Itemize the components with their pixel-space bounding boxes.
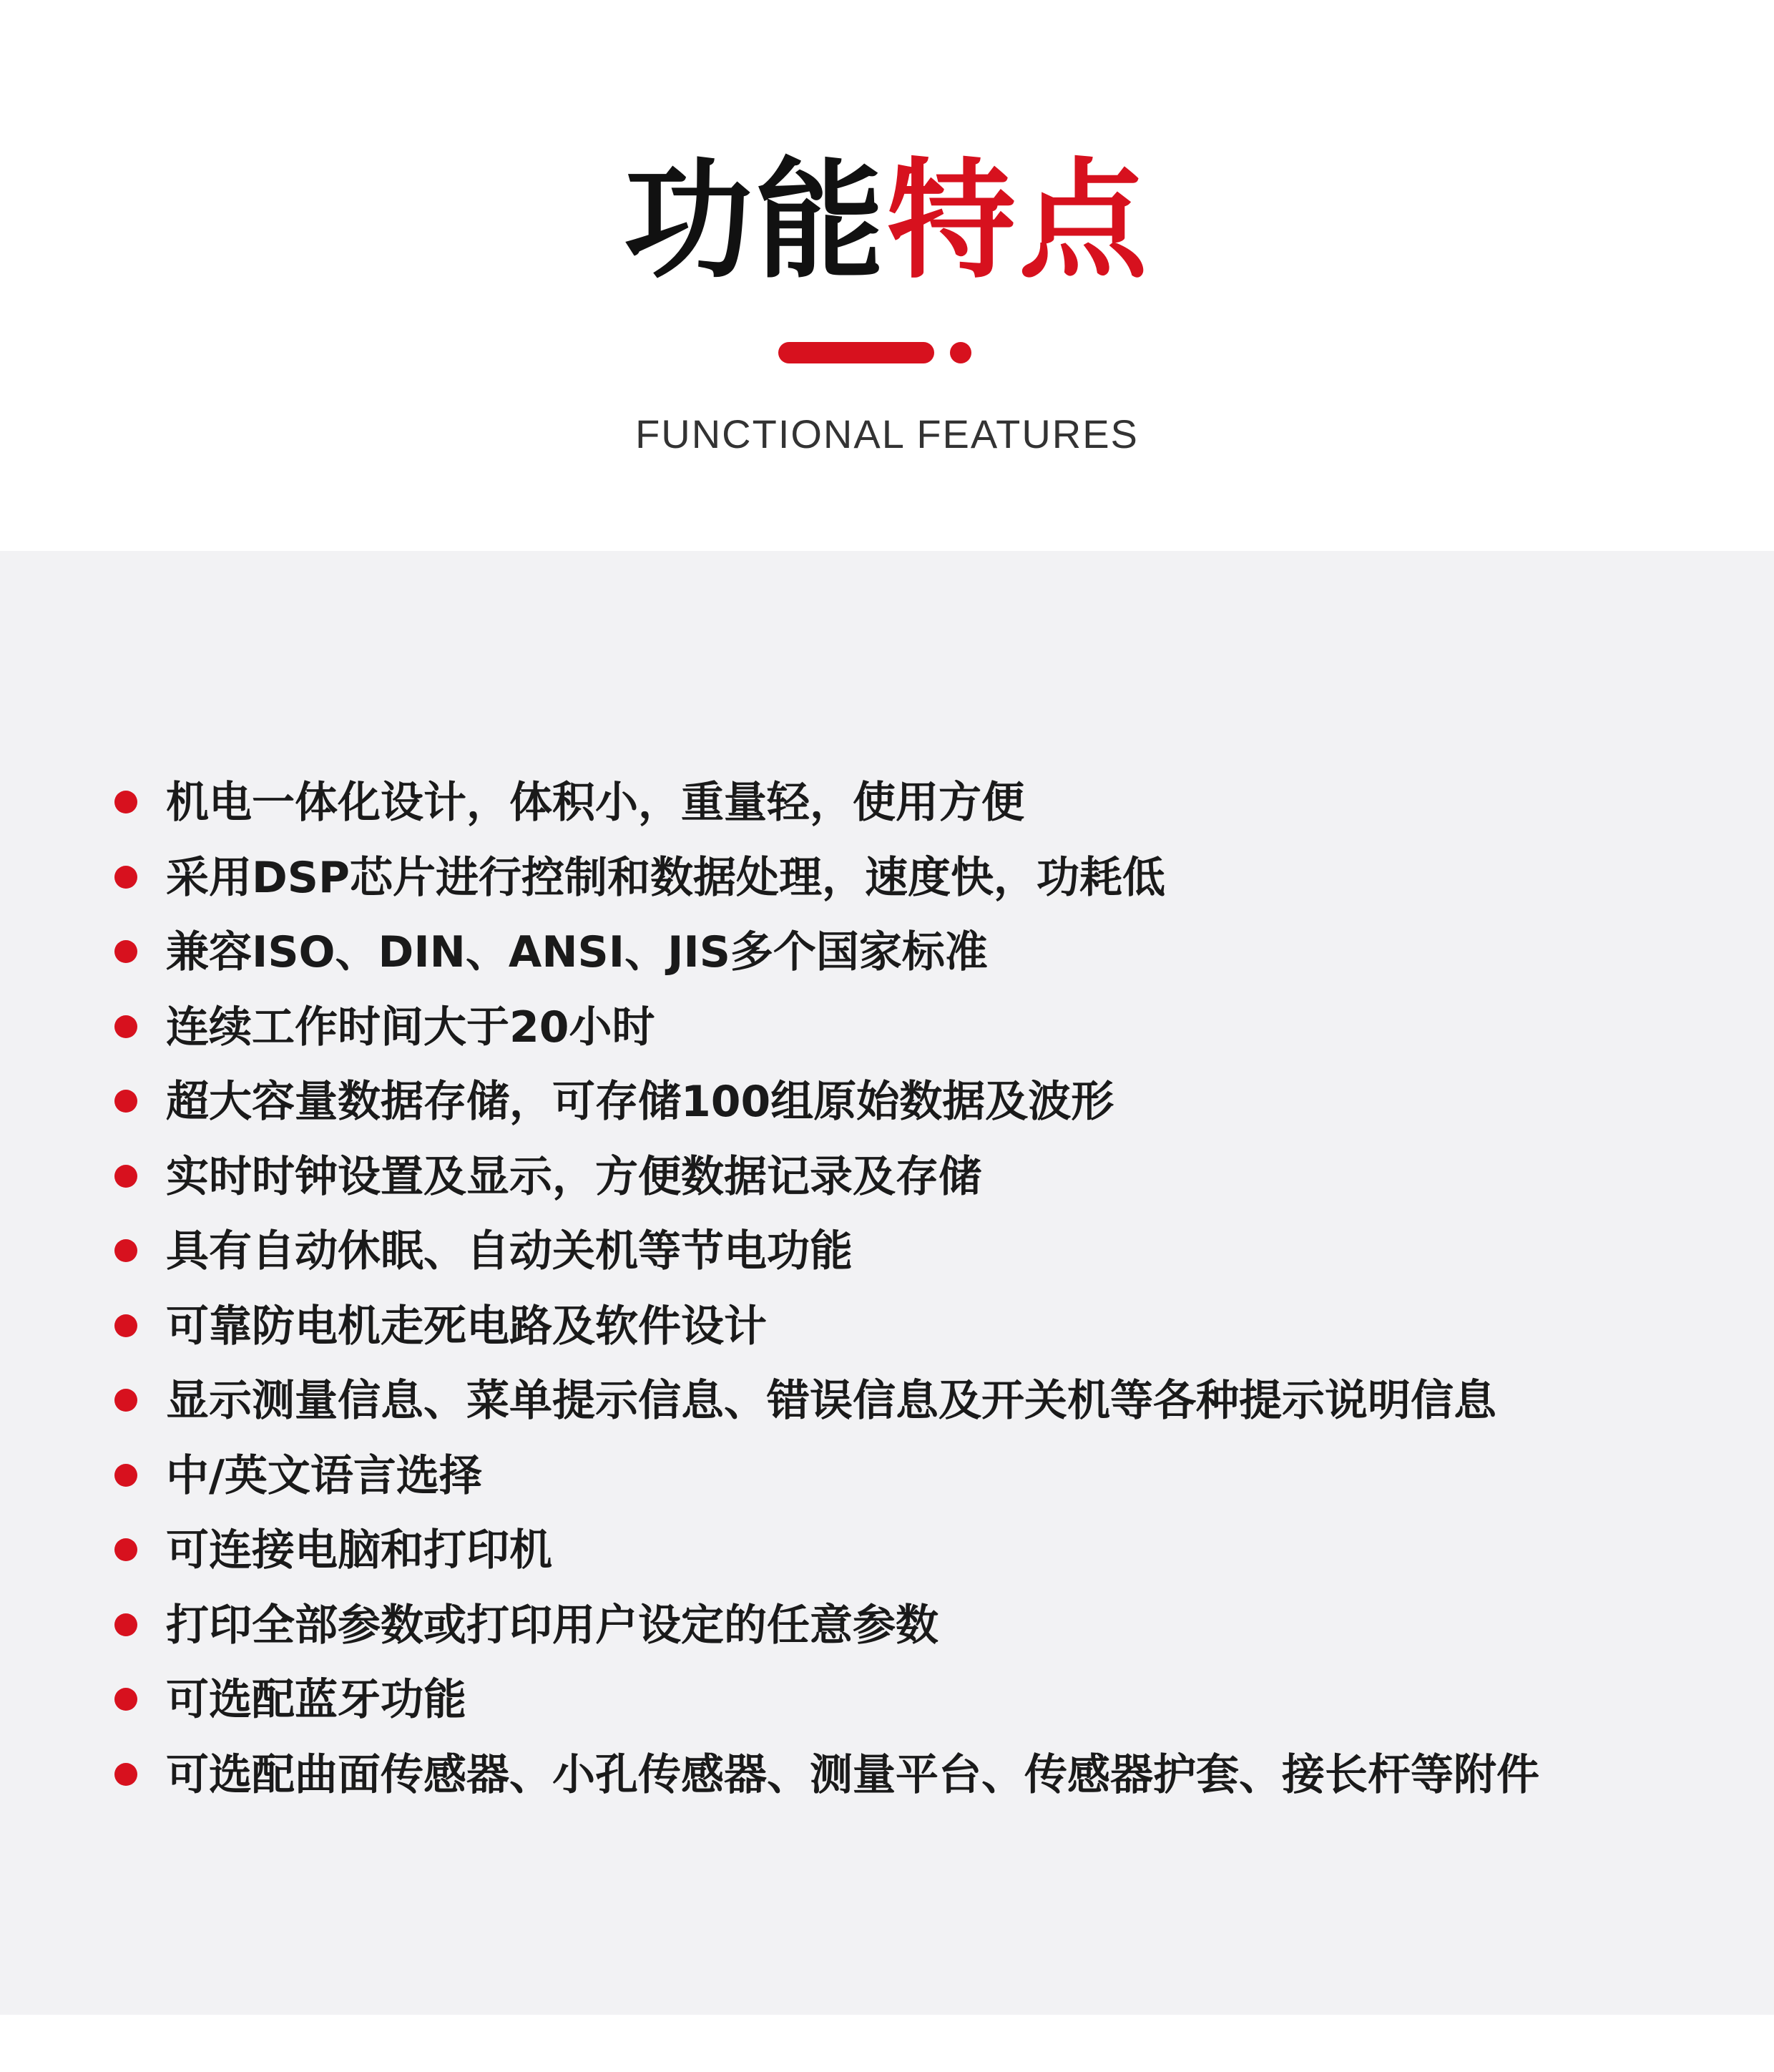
- bullet-dot-icon: [114, 1389, 137, 1412]
- feature-text: 显示测量信息、菜单提示信息、错误信息及开关机等各种提示说明信息: [166, 1376, 1496, 1426]
- bullet-dot-icon: [114, 1538, 137, 1561]
- feature-item: [114, 841, 1731, 916]
- title-part-red: 特点: [887, 147, 1151, 296]
- bullet-dot-icon: [114, 1165, 137, 1188]
- page-title: [0, 143, 1774, 300]
- feature-text: 具有自动休眠、自动关机等节电功能: [166, 1226, 853, 1276]
- feature-item: [114, 1738, 1731, 1813]
- feature-item: [114, 1214, 1731, 1289]
- feature-item: [114, 1289, 1731, 1364]
- feature-item: [114, 1588, 1731, 1663]
- bullet-dot-icon: [114, 1314, 137, 1337]
- bullet-dot-icon: [114, 1464, 137, 1487]
- feature-item: [114, 766, 1731, 841]
- header-section: [0, 0, 1774, 551]
- features-panel: [0, 551, 1774, 2015]
- feature-item: [114, 1364, 1731, 1439]
- feature-text: 超大容量数据存储，可存储100组原始数据及波形: [166, 1077, 1114, 1127]
- bullet-dot-icon: [114, 1015, 137, 1038]
- feature-text: 兼容ISO、DIN、ANSI、JIS多个国家标准: [166, 927, 988, 977]
- feature-item: [114, 1439, 1731, 1514]
- bullet-dot-icon: [114, 1090, 137, 1113]
- title-part-black: 功能: [623, 147, 887, 296]
- bullet-dot-icon: [114, 1239, 137, 1262]
- feature-item: [114, 1663, 1731, 1738]
- feature-text: 实时时钟设置及显示，方便数据记录及存储: [166, 1151, 981, 1202]
- feature-text: 机电一体化设计，体积小，重量轻，使用方便: [166, 778, 1024, 828]
- feature-item: [114, 1065, 1731, 1140]
- feature-item: [114, 915, 1731, 990]
- feature-text: 可选配蓝牙功能: [166, 1675, 466, 1725]
- divider-dot: [950, 342, 971, 363]
- feature-text: 可连接电脑和打印机: [166, 1525, 552, 1575]
- feature-text: 打印全部参数或打印用户设定的任意参数: [166, 1600, 939, 1651]
- bullet-dot-icon: [114, 1763, 137, 1786]
- title-divider: [778, 342, 971, 363]
- feature-text: 采用DSP芯片进行控制和数据处理，速度快，功耗低: [166, 852, 1165, 903]
- feature-list: [114, 766, 1731, 1812]
- feature-text: 中/英文语言选择: [166, 1450, 482, 1501]
- footer-strip: [0, 2015, 1774, 2072]
- divider-bar: [778, 342, 934, 363]
- feature-item: [114, 990, 1731, 1065]
- feature-text: 连续工作时间大于20小时: [166, 1002, 655, 1052]
- bullet-dot-icon: [114, 1688, 137, 1711]
- feature-text: 可靠防电机走死电路及软件设计: [166, 1301, 767, 1352]
- bullet-dot-icon: [114, 791, 137, 813]
- feature-text: 可选配曲面传感器、小孔传感器、测量平台、传感器护套、接长杆等附件: [166, 1749, 1539, 1800]
- feature-item: [114, 1140, 1731, 1215]
- bullet-dot-icon: [114, 1613, 137, 1636]
- page-subtitle: FUNCTIONAL FEATURES: [635, 411, 1139, 456]
- bullet-dot-icon: [114, 940, 137, 963]
- bullet-dot-icon: [114, 866, 137, 889]
- feature-item: [114, 1513, 1731, 1588]
